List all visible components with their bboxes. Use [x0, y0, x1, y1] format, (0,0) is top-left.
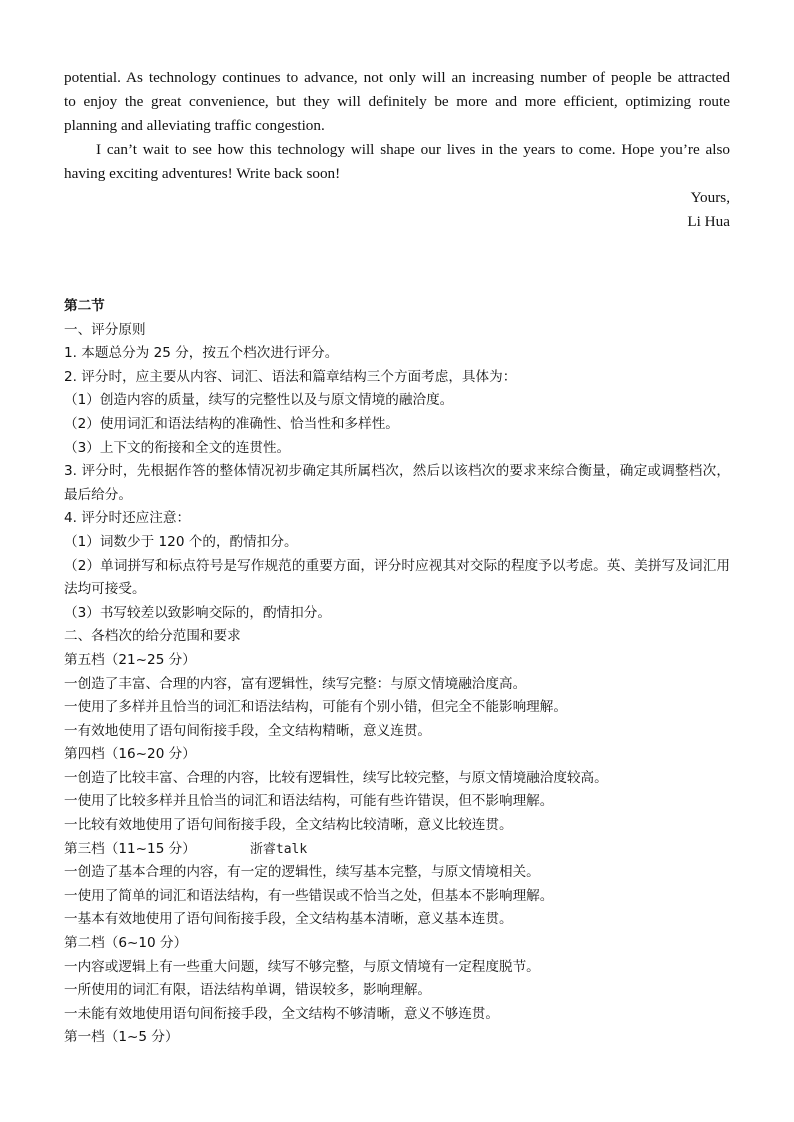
- principle-4: 4. 评分时还应注意：: [64, 510, 191, 527]
- text-line: having exciting adventures! Write back soon!: [64, 165, 341, 182]
- level-item: 一所使用的词汇有限，语法结构单调，错误较多，影响理解。: [64, 982, 432, 999]
- levels-heading: 二、各档次的给分范围和要求: [64, 628, 241, 645]
- principle-4-item: （1）词数少于 120 个的，酌情扣分。: [64, 533, 298, 550]
- level-item: 一未能有效地使用语句间衔接手段，全文结构不够清晰，意义不够连贯。: [64, 1005, 499, 1022]
- principle-2-item: （1）创造内容的质量，续写的完整性以及与原文情境的融洽度。: [64, 392, 454, 409]
- level-item: 一比较有效地使用了语句间衔接手段，全文结构比较清晰，意义比较连贯。: [64, 817, 513, 834]
- level-item: 一有效地使用了语句间衔接手段，全文结构精晰，意义连贯。: [64, 722, 432, 739]
- text-line: planning and alleviating traffic congestion.: [64, 117, 325, 134]
- text-line: potential. As technology continues to advance, not only will an increasing number of people be attracted: [64, 69, 730, 86]
- level-item: 一创造了基本合理的内容，有一定的逻辑性，续写基本完整，与原文情境相关。: [64, 864, 540, 881]
- section-title: 第二节: [64, 298, 105, 314]
- level-title: 第四档（16~20 分）: [64, 746, 196, 763]
- level-title-row: [64, 838, 730, 862]
- level-item: 一基本有效地使用了语句间衔接手段，全文结构基本清晰，意义基本连贯。: [64, 911, 513, 928]
- principles-heading: 一、评分原则: [64, 321, 146, 338]
- level-item: 一使用了多样并且恰当的词汇和语法结构，可能有个别小错，但完全不能影响理解。: [64, 699, 567, 716]
- level-item: 一内容或逻辑上有一些重大问题，续写不够完整，与原文情境有一定程度脱节。: [64, 958, 540, 975]
- letter-paragraph-1: [64, 66, 730, 138]
- level-item: 一创造了比较丰富、合理的内容，比较有逻辑性，续写比较完整，与原文情境融洽度较高。: [64, 769, 608, 786]
- text-line: I can’t wait to see how this technology will shape our lives in the years to come. Hope you’re also: [96, 141, 730, 158]
- principle-2: 2. 评分时，应主要从内容、词汇、语法和篇章结构三个方面考虑，具体为：: [64, 368, 517, 385]
- principle-3: 3. 评分时，先根据作答的整体情况初步确定其所属档次，然后以该档次的要求来综合衡量，确定或调整档次，最后给分。: [64, 463, 730, 503]
- level-item: 一使用了比较多样并且恰当的词汇和语法结构，可能有些许错误，但不影响理解。: [64, 793, 554, 810]
- level-title: 第五档（21~25 分）: [64, 651, 196, 668]
- text-line: to enjoy the great convenience, but they will definitely be more and more efficient, optimizing route: [64, 93, 730, 110]
- level-title: 第二档（6~10 分）: [64, 935, 188, 952]
- principle-1: 1. 本题总分为 25 分，按五个档次进行评分。: [64, 345, 339, 362]
- watermark-text: 浙睿talk: [249, 841, 308, 857]
- document-page: [64, 66, 730, 1050]
- level-title: 第三档（11~15 分）: [64, 840, 196, 857]
- principle-4-item: （3）书写较差以致影响交际的，酌情扣分。: [64, 604, 331, 621]
- letter-paragraph-2: [64, 138, 730, 186]
- letter-closing: Yours,: [690, 189, 730, 206]
- level-item: 一使用了简单的词汇和语法结构，有一些错误或不恰当之处，但基本不影响理解。: [64, 887, 554, 904]
- level-title: 第一档（1~5 分）: [64, 1029, 179, 1046]
- letter-signature: Li Hua: [687, 213, 730, 230]
- principle-2-item: （3）上下文的衔接和全文的连贯性。: [64, 439, 291, 456]
- principle-4-item: （2）单词拼写和标点符号是写作规范的重要方面，评分时应视其对交际的程度予以考虑。英、美拼写及词汇用法均可接受。: [64, 557, 730, 598]
- principle-2-item: （2）使用词汇和语法结构的准确性、恰当性和多样性。: [64, 415, 399, 432]
- level-item: 一创造了丰富、合理的内容，富有逻辑性，续写完整：与原文情境融洽度高。: [64, 675, 527, 692]
